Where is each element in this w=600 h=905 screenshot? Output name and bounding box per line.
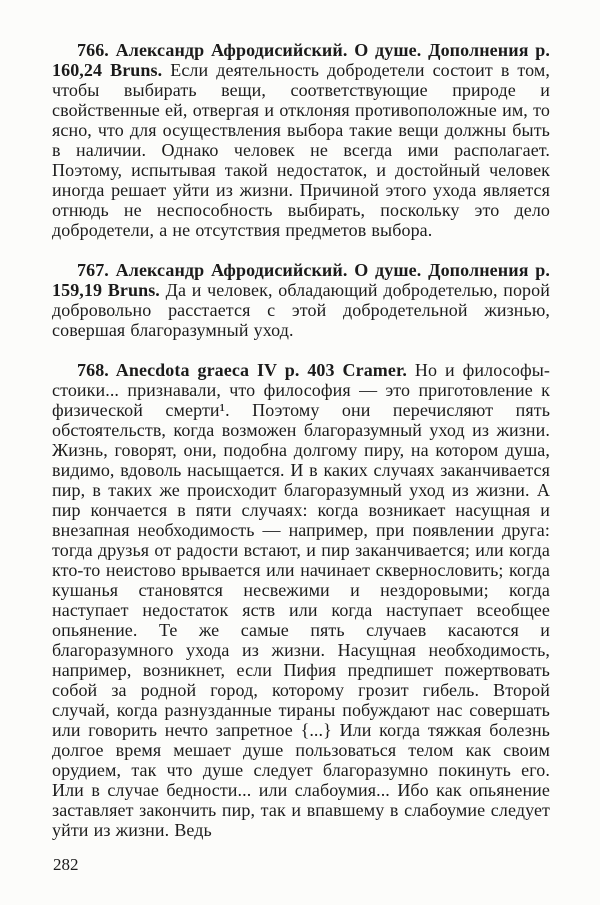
paragraph-768-body: Но и философы-стоики... признавали, что философия — это приготовление к физической смерти¹. Поэтому они перечисляют пять обстоятельств, когда возможен благоразумный уход из жизни. Жизнь, говорят, они, подобна долгому пиру, на котором душа, видимо, вдоволь насыщается. И в каких случаях заканчивается пир, в таких же происходит благоразумный уход из жизни. А пир кончается в пяти случаях: когда возникает насущная и внезапная необходимость — например, при появлении друга: тогда друзья от радости встают, и пир заканчивается; или когда кто-то неистово врывается или начинает сквернословить; когда кушанья становятся несвежими и нездоровыми; когда наступает недостаток яств или когда наступает всеобщее опьянение. Те же самые пять случаев касаются и благоразумного ухода из жизни. Насущная необходимость, например, возникнет, если Пифия предпишет пожертвовать собой за родной город, которому грозит гибель. Второй случай, когда разнузданные тираны побуждают нас совершать или говорить нечто запретное {...} Или когда тяжкая болезнь долгое время мешает душе пользоваться телом как своим орудием, так что душе следует благоразумно покинуть его. Или в случае бедности... или слабоумия... Ибо как опьянение заставляет закончить пир, так и впавшему в слабоумие следует уйти из жизни. Ведь <box>52 360 550 840</box>
paragraph-766-heading: 766. Александр Афродисийский. О душе. Дополнения p. 160,24 Bruns. <box>52 40 550 80</box>
paragraph-766 <box>52 40 550 240</box>
paragraph-767-body: Да и человек, обладающий добродетелью, порой добровольно расстается с этой добродетельной жизнью, совершая благоразумный уход. <box>52 280 550 340</box>
paragraph-767 <box>52 260 550 340</box>
paragraph-766-body: Если деятельность добродетели состоит в том, чтобы выбирать вещи, соответствующие природе и свойственные ей, отвергая и отклоняя противоположные им, то ясно, что для осуществления выбора такие вещи должны быть в наличии. Однако человек не всегда ими располагает. Поэтому, испытывая такой недостаток, и достойный человек иногда решает уйти из жизни. Причиной этого ухода является отнюдь не неспособность выбирать, поскольку это дело добродетели, а не отсутствия предметов выбора. <box>52 60 550 240</box>
text-block <box>52 40 550 860</box>
paragraph-767-heading: 767. Александр Афродисийский. О душе. Дополнения p. 159,19 Bruns. <box>52 260 550 300</box>
page-number: 282 <box>53 855 79 874</box>
paragraph-768-heading: 768. Anecdota graeca IV p. 403 Cramer. <box>77 360 408 380</box>
paragraph-768 <box>52 360 550 840</box>
